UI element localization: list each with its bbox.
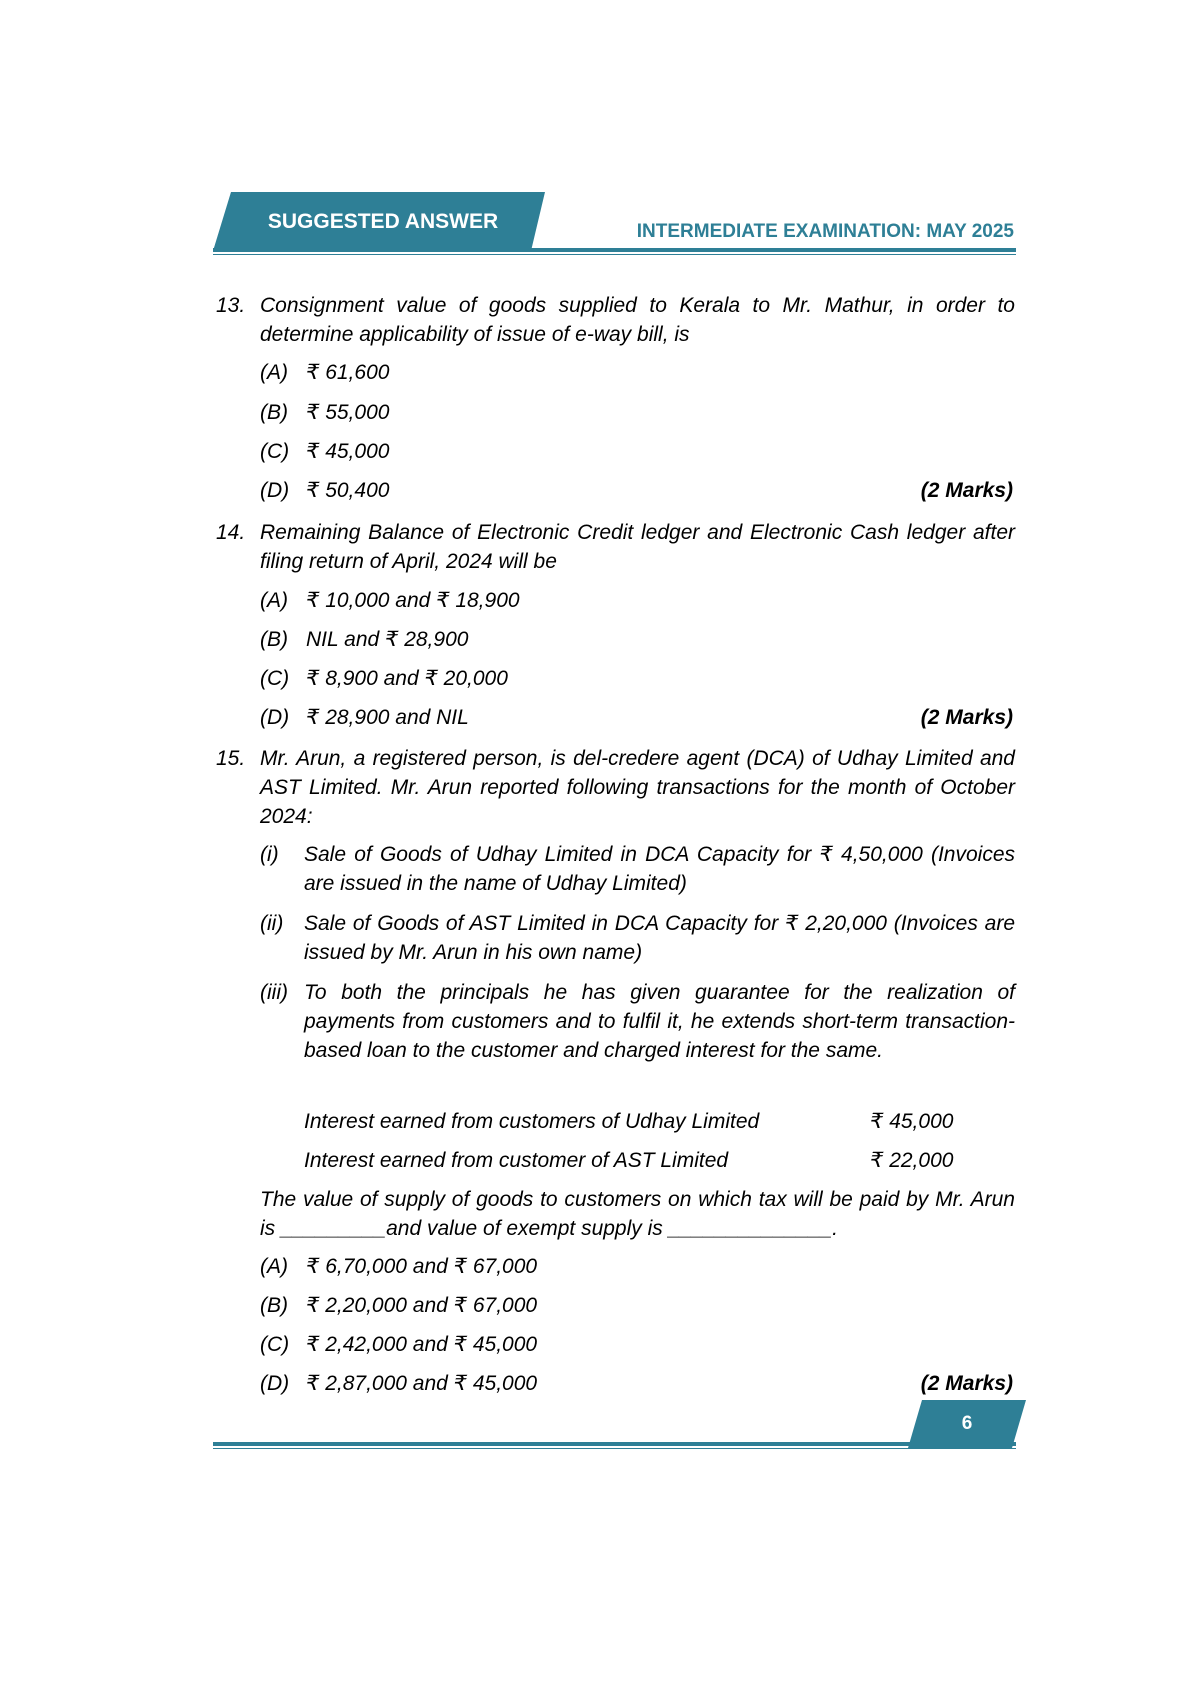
sub-item-text: Sale of Goods of Udhay Limited in DCA Capacity for ₹ 4,50,000 (Invoices are issued in the name of Udhay Limited): [304, 843, 1015, 895]
option-label: (A): [260, 589, 288, 612]
question-number: 13.: [216, 294, 246, 317]
sub-item-label: (iii): [260, 981, 288, 1004]
interest-row-amount: ₹ 22,000: [870, 1149, 954, 1172]
sub-item-text: Sale of Goods of AST Limited in DCA Capacity for ₹ 2,20,000 (Invoices are issued by Mr. Arun in his own name): [304, 912, 1015, 964]
sub-item-text: To both the principals he has given guarantee for the realization of payments from customers and to fulfil it, he extends short-term transaction-based loan to the customer and charged interest for the same.: [304, 981, 1015, 1062]
option-label: (B): [260, 628, 288, 651]
sub-item-label: (ii): [260, 912, 284, 935]
option-text: ₹ 28,900 and NIL: [306, 706, 469, 729]
option: [260, 437, 389, 466]
option-label: (B): [260, 401, 288, 424]
sub-item-label: (i): [260, 843, 279, 866]
interest-row-label: Interest earned from customers of Udhay Limited: [304, 1110, 760, 1133]
option-text: ₹ 50,400: [306, 479, 390, 502]
option: [260, 358, 389, 387]
interest-row-label: Interest earned from customer of AST Limited: [304, 1149, 729, 1172]
header-left-label: SUGGESTED ANSWER: [267, 210, 499, 233]
question-prompt: The value of supply of goods to customers on which tax will be paid by Mr. Arun is _________and value of exempt supply is ______________.: [260, 1188, 1015, 1240]
option: [260, 664, 508, 693]
option-label: (A): [260, 1255, 288, 1278]
footer-rule: [213, 1442, 1016, 1446]
header-rule: [213, 248, 1016, 252]
question-14: [216, 518, 1015, 576]
sub-item: [260, 909, 1015, 967]
option-text: ₹ 45,000: [306, 440, 390, 463]
option-text: ₹ 2,42,000 and ₹ 45,000: [306, 1333, 538, 1356]
option-text: NIL and ₹ 28,900: [306, 628, 469, 651]
question-number: 15.: [216, 747, 246, 770]
sub-item: [260, 978, 1015, 1065]
marks-label: (2 Marks): [920, 1372, 1013, 1395]
option-text: ₹ 10,000 and ₹ 18,900: [306, 589, 520, 612]
option: [260, 1252, 537, 1281]
option-label: (D): [260, 479, 290, 502]
marks-label: (2 Marks): [920, 479, 1013, 502]
marks-label: (2 Marks): [920, 706, 1013, 729]
option-text: ₹ 2,20,000 and ₹ 67,000: [306, 1294, 538, 1317]
option-label: (C): [260, 440, 290, 463]
option: [260, 476, 389, 505]
sub-item: [260, 840, 1015, 898]
page-number: 6: [961, 1413, 973, 1434]
option-label: (A): [260, 361, 288, 384]
header-rule-thin: [213, 254, 1016, 255]
option-label: (C): [260, 1333, 290, 1356]
option-text: ₹ 2,87,000 and ₹ 45,000: [306, 1372, 538, 1395]
footer-rule-thin: [213, 1448, 1016, 1449]
option: [260, 1369, 537, 1398]
option-text: ₹ 61,600: [306, 361, 390, 384]
option-label: (D): [260, 706, 290, 729]
question-text: Mr. Arun, a registered person, is del-credere agent (DCA) of Udhay Limited and AST Limited. Mr. Arun reported following transactions for the month of October 2024:: [260, 747, 1015, 828]
option-text: ₹ 8,900 and ₹ 20,000: [306, 667, 508, 690]
question-15: [216, 744, 1015, 831]
option: [260, 586, 520, 615]
option: [260, 703, 469, 732]
option-label: (D): [260, 1372, 290, 1395]
option: [260, 398, 389, 427]
option: [260, 1291, 537, 1320]
question-number: 14.: [216, 521, 246, 544]
interest-row-amount: ₹ 45,000: [870, 1110, 954, 1133]
question-13: [216, 291, 1015, 349]
option-label: (B): [260, 1294, 288, 1317]
question-text: Consignment value of goods supplied to Kerala to Mr. Mathur, in order to determine applicability of issue of e-way bill, is: [260, 294, 1015, 346]
option-text: ₹ 6,70,000 and ₹ 67,000: [306, 1255, 538, 1278]
header-right-label: INTERMEDIATE EXAMINATION: MAY 2025: [636, 221, 1014, 242]
option-text: ₹ 55,000: [306, 401, 390, 424]
option: [260, 1330, 537, 1359]
question-text: Remaining Balance of Electronic Credit ledger and Electronic Cash ledger after filing return of April, 2024 will be: [260, 521, 1015, 573]
option: [260, 625, 468, 654]
option-label: (C): [260, 667, 290, 690]
